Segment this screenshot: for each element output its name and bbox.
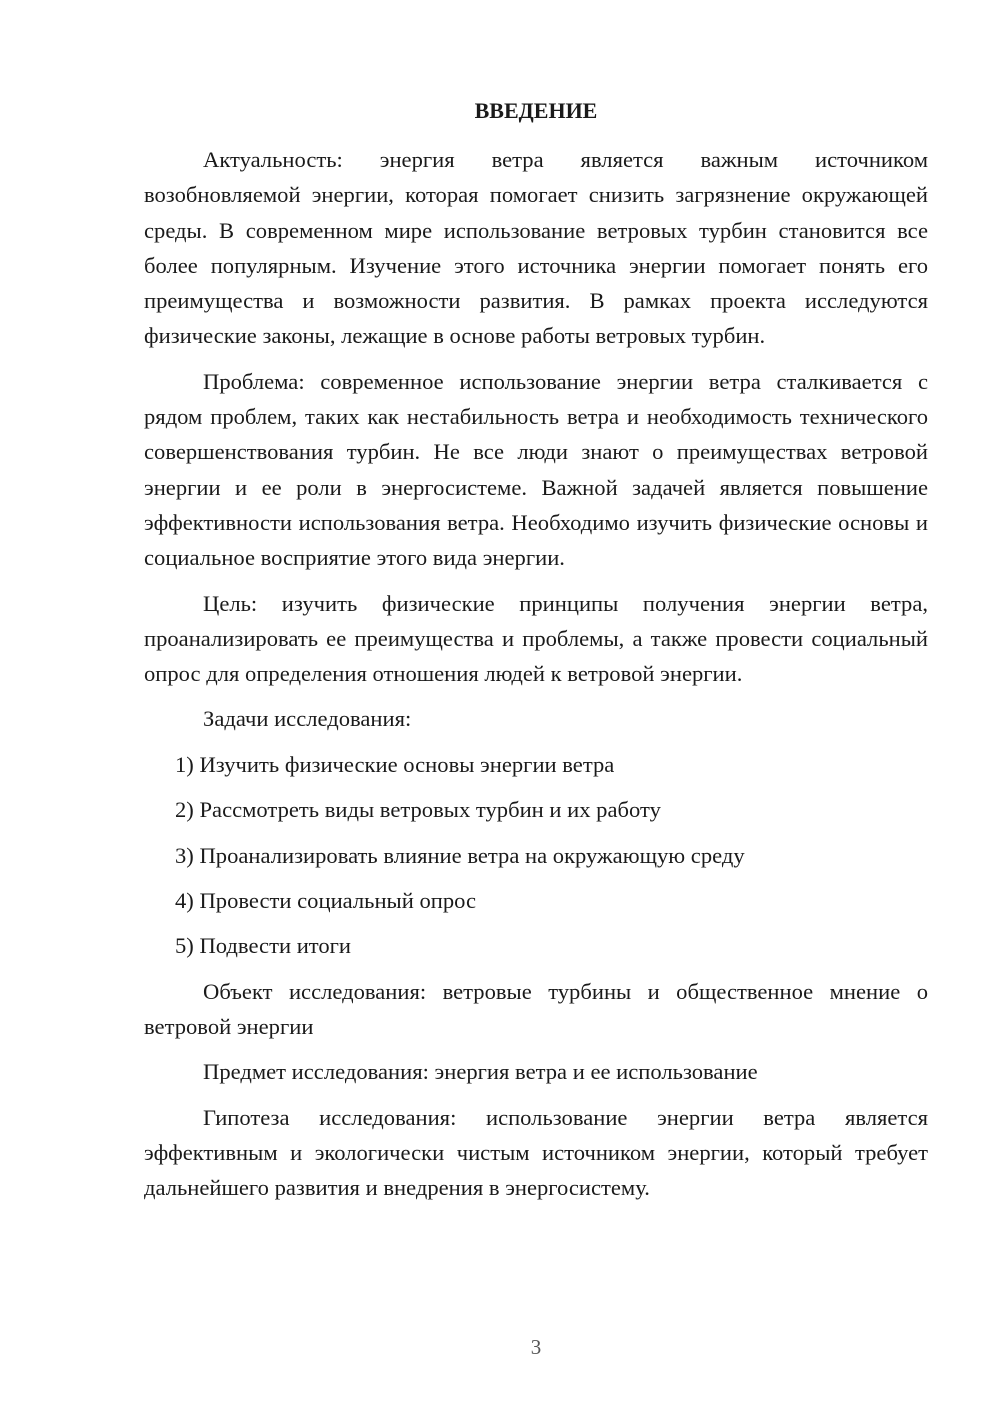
- task-item: 3) Проанализировать влияние ветра на окружающую среду: [175, 842, 745, 868]
- task-item: 2) Рассмотреть виды ветровых турбин и их работу: [175, 797, 661, 823]
- page-title: ВВЕДЕНИЕ: [474, 98, 598, 123]
- task-list: [144, 747, 928, 974]
- tasks-heading: Задачи исследования:: [203, 706, 412, 732]
- goal-paragraph: Цель: изучить физические принципы получения энергии ветра, проанализировать ее преимущества и проблемы, а также провести социальный опрос для определения отношения людей к ветровой энергии.: [144, 590, 928, 687]
- hypothesis-paragraph: Гипотеза исследования: использование энергии ветра является эффективным и экологически чистым источником энергии, который требует дальнейшего развития и внедрения в энергосистему.: [144, 1104, 928, 1201]
- subject-paragraph: Предмет исследования: энергия ветра и ее использование: [203, 1059, 758, 1085]
- problem-paragraph: Проблема: современное использование энергии ветра сталкивается с рядом проблем, таких как нестабильность ветра и необходимость технического совершенствования турбин. Не все люди знают о преимуществах ветровой энергии и ее роли в энергосистеме. Важной задачей является повышение эффективности использования ветра. Необходимо изучить физические основы и социальное восприятие этого вида энергии.: [144, 368, 928, 571]
- object-paragraph: Объект исследования: ветровые турбины и общественное мнение о ветровой энергии: [144, 978, 928, 1039]
- relevance-paragraph: Актуальность: энергия ветра является важным источником возобновляемой энергии, которая помогает снизить загрязнение окружающей среды. В современном мире использование ветровых турбин становится все более популярным. Изучение этого источника энергии помогает понять его преимущества и возможности развития. В рамках проекта исследуются физические законы, лежащие в основе работы ветровых турбин.: [144, 147, 928, 349]
- task-item: 4) Провести социальный опрос: [175, 887, 477, 913]
- page-number: 3: [530, 1335, 542, 1359]
- task-item: 1) Изучить физические основы энергии ветра: [175, 751, 615, 777]
- document-body: [144, 142, 928, 1205]
- task-item: 5) Подвести итоги: [175, 933, 352, 959]
